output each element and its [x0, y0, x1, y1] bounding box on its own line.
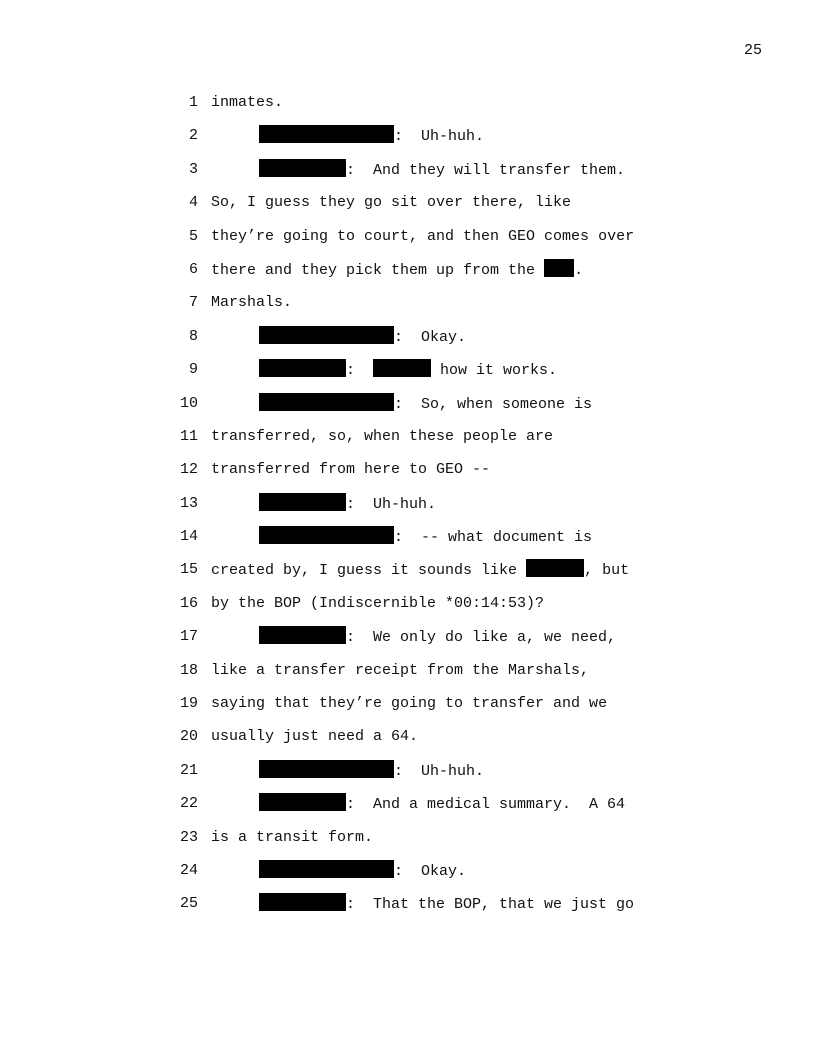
transcript-line	[0, 326, 816, 359]
line-text: : Uh-huh.	[394, 762, 485, 780]
line-text: created by, I guess it sounds like	[211, 562, 527, 580]
redacted-speaker-name	[259, 493, 346, 511]
redacted-speaker-name	[259, 793, 346, 811]
transcript-line	[0, 660, 816, 693]
redacted-speaker-name	[259, 359, 346, 377]
transcript-line	[0, 125, 816, 158]
transcript-line	[0, 393, 816, 426]
line-text: by the BOP (Indiscernible *00:14:53)?	[211, 594, 545, 612]
line-number: 16	[179, 594, 198, 612]
transcript-line	[0, 359, 816, 392]
line-number: 22	[179, 795, 198, 813]
transcript-line	[0, 593, 816, 626]
line-number: 11	[179, 427, 198, 445]
line-number: 19	[179, 695, 198, 713]
line-text: usually just need a 64.	[211, 728, 419, 746]
line-text: So, I guess they go sit over there, like	[211, 194, 572, 212]
line-number: 4	[188, 194, 198, 212]
line-number: 3	[188, 160, 198, 178]
line-text: : Okay.	[394, 328, 467, 346]
transcript-line	[0, 760, 816, 793]
transcript-line	[0, 493, 816, 526]
line-text: :	[346, 362, 374, 380]
line-text: : Uh-huh.	[394, 128, 485, 146]
transcript-line	[0, 559, 816, 592]
line-number: 14	[179, 528, 198, 546]
transcript-line	[0, 793, 816, 826]
line-text: : And a medical summary. A 64	[346, 796, 626, 814]
line-text: : We only do like a, we need,	[346, 629, 617, 647]
line-number: 7	[188, 294, 198, 312]
page-number: 25	[743, 42, 762, 59]
line-number: 6	[188, 260, 198, 278]
line-number: 12	[179, 461, 198, 479]
line-text: : -- what document is	[394, 529, 593, 547]
transcript-line	[0, 726, 816, 759]
line-text: there and they pick them up from the	[211, 261, 545, 279]
line-text: : That the BOP, that we just go	[346, 896, 635, 914]
line-number: 2	[188, 127, 198, 145]
line-number: 17	[179, 628, 198, 646]
line-text: like a transfer receipt from the Marshals,	[211, 661, 590, 679]
redacted-text	[544, 259, 574, 277]
transcript-line	[0, 860, 816, 893]
redacted-speaker-name	[259, 893, 346, 911]
line-text: transferred from here to GEO --	[211, 461, 491, 479]
line-number: 9	[188, 361, 198, 379]
transcript-line	[0, 192, 816, 225]
transcript-line	[0, 159, 816, 192]
line-number: 15	[179, 561, 198, 579]
line-text: inmates.	[211, 94, 284, 111]
line-text: : Okay.	[394, 862, 467, 880]
line-text: Marshals.	[211, 294, 293, 312]
line-text: saying that they’re going to transfer and we	[211, 695, 608, 713]
line-number: 1	[188, 94, 198, 111]
redacted-speaker-name	[259, 860, 394, 878]
transcript-line	[0, 92, 816, 125]
redacted-speaker-name	[259, 159, 346, 177]
redacted-text	[373, 359, 431, 377]
transcript-line	[0, 893, 816, 926]
transcript-line	[0, 459, 816, 492]
redacted-speaker-name	[259, 326, 394, 344]
line-number: 25	[179, 895, 198, 913]
line-number: 20	[179, 728, 198, 746]
redacted-speaker-name	[259, 760, 394, 778]
transcript-line	[0, 226, 816, 259]
line-number: 10	[179, 394, 198, 412]
line-number: 24	[179, 861, 198, 879]
transcript-line	[0, 693, 816, 726]
transcript-body	[0, 92, 816, 927]
line-text: is a transit form.	[211, 828, 374, 846]
line-text: : So, when someone is	[394, 395, 593, 413]
line-text: they’re going to court, and then GEO comes over	[211, 227, 635, 245]
redacted-speaker-name	[259, 393, 394, 411]
line-text: transferred, so, when these people are	[211, 427, 554, 445]
line-number: 13	[179, 494, 198, 512]
transcript-line	[0, 526, 816, 559]
redacted-text	[526, 559, 584, 577]
transcript-line	[0, 292, 816, 325]
line-number: 21	[179, 761, 198, 779]
line-text: .	[574, 261, 584, 279]
line-text: : And they will transfer them.	[346, 161, 626, 179]
line-number: 23	[179, 828, 198, 846]
redacted-speaker-name	[259, 125, 394, 143]
redacted-speaker-name	[259, 526, 394, 544]
transcript-line	[0, 259, 816, 292]
line-number: 18	[179, 661, 198, 679]
line-number: 8	[188, 327, 198, 345]
line-text: : Uh-huh.	[346, 495, 437, 513]
line-text: how it works.	[431, 362, 558, 380]
redacted-speaker-name	[259, 626, 346, 644]
transcript-line	[0, 626, 816, 659]
line-number: 5	[188, 227, 198, 245]
line-text: , but	[584, 562, 630, 580]
transcript-line	[0, 827, 816, 860]
transcript-line	[0, 426, 816, 459]
